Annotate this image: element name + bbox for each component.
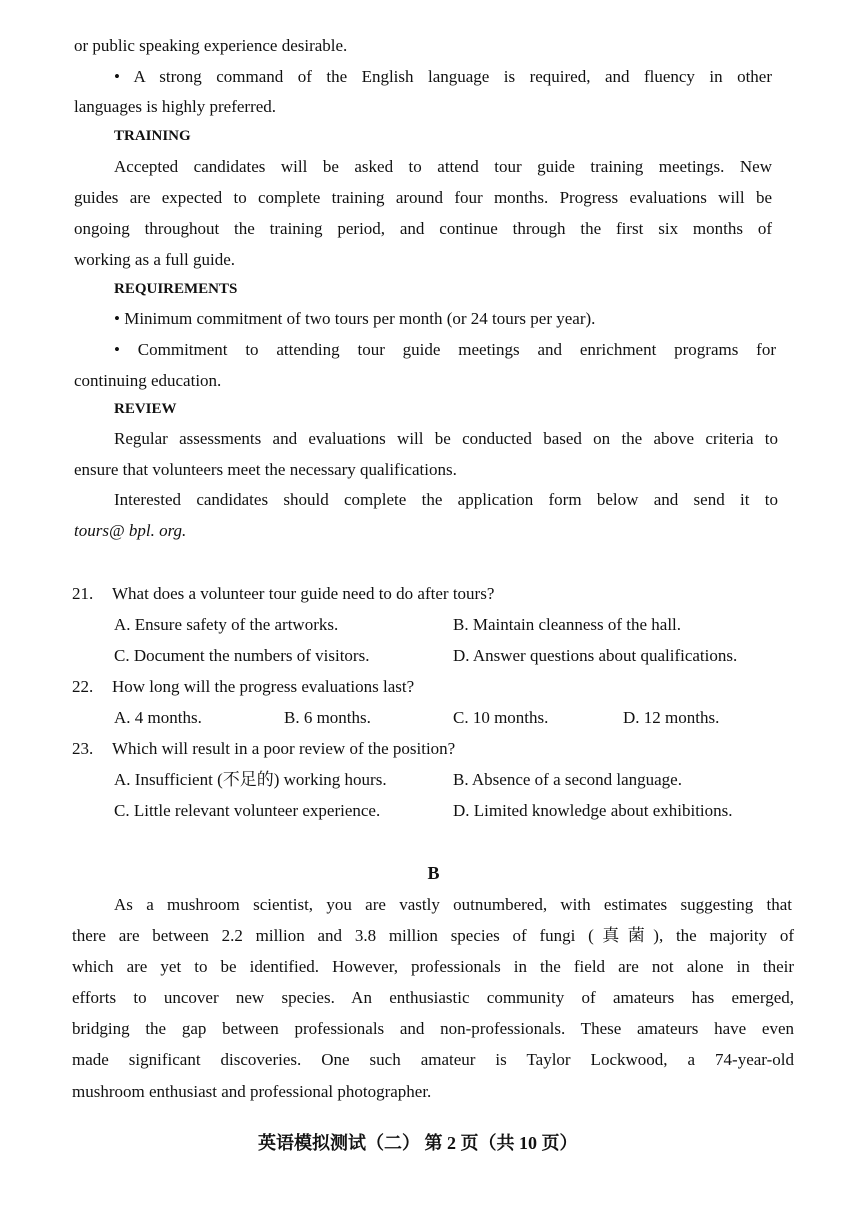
- requirements-heading: REQUIREMENTS: [114, 281, 238, 297]
- passage-b-line: bridging the gap between professionals and non-professionals. These amateurs have even: [72, 1019, 794, 1038]
- option-c: C. Little relevant volunteer experience.: [114, 801, 381, 820]
- option-a: A. Insufficient (不足的) working hours.: [114, 770, 387, 789]
- training-paragraph-line: ongoing throughout the training period, and continue through the first six months of: [74, 219, 772, 238]
- training-heading: TRAINING: [114, 128, 191, 144]
- training-paragraph-line: guides are expected to complete training around four months. Progress evaluations will be: [74, 188, 772, 207]
- training-paragraph-line: Accepted candidates will be asked to attend tour guide training meetings. New: [114, 157, 772, 176]
- section-b-title: B: [427, 863, 440, 883]
- option-c: C. Document the numbers of visitors.: [114, 646, 370, 665]
- review-heading: REVIEW: [114, 401, 177, 417]
- question-number: 22.: [72, 677, 94, 696]
- training-paragraph-line: working as a full guide.: [74, 250, 235, 269]
- review-paragraph-line: Regular assessments and evaluations will be conducted based on the above criteria to: [114, 429, 778, 448]
- application-email: tours@ bpl. org.: [74, 521, 187, 540]
- option-d: D. 12 months.: [623, 708, 720, 727]
- apply-instruction: Interested candidates should complete the application form below and send it to: [114, 490, 778, 509]
- question-text: How long will the progress evaluations last?: [112, 677, 415, 696]
- requirement-bullet: • Commitment to attending tour guide meetings and enrichment programs for: [114, 340, 776, 359]
- passage-b-line: efforts to uncover new species. An enthusiastic community of amateurs has emerged,: [72, 988, 794, 1007]
- option-b: B. Absence of a second language.: [453, 770, 682, 789]
- option-b: B. 6 months.: [284, 708, 371, 727]
- option-c: C. 10 months.: [453, 708, 549, 727]
- question-number: 23.: [72, 739, 94, 758]
- passage-b-line: which are yet to be identified. However, professionals in the field are not alone in their: [72, 957, 794, 976]
- question-text: Which will result in a poor review of the position?: [112, 739, 456, 758]
- option-d: D. Limited knowledge about exhibitions.: [453, 801, 733, 820]
- bullet-english-command-cont: languages is highly preferred.: [74, 97, 277, 116]
- requirement-bullet-cont: continuing education.: [74, 371, 222, 390]
- requirement-bullet: • Minimum commitment of two tours per month (or 24 tours per year).: [114, 309, 596, 328]
- passage-b-line: made significant discoveries. One such amateur is Taylor Lockwood, a 74-year-old: [72, 1050, 794, 1069]
- intro-line: or public speaking experience desirable.: [74, 36, 348, 55]
- page-footer: 英语模拟测试（二） 第 2 页（共 10 页）: [258, 1133, 578, 1153]
- passage-b-line: there are between 2.2 million and 3.8 million species of fungi (真菌), the majority of: [72, 926, 794, 945]
- question-number: 21.: [72, 584, 94, 603]
- passage-b-line: mushroom enthusiast and professional photographer.: [72, 1082, 432, 1101]
- option-a: A. Ensure safety of the artworks.: [114, 615, 339, 634]
- question-text: What does a volunteer tour guide need to do after tours?: [112, 584, 495, 603]
- option-d: D. Answer questions about qualifications.: [453, 646, 738, 665]
- option-a: A. 4 months.: [114, 708, 202, 727]
- review-paragraph-line: ensure that volunteers meet the necessary qualifications.: [74, 460, 457, 479]
- option-b: B. Maintain cleanness of the hall.: [453, 615, 682, 634]
- passage-b-line: As a mushroom scientist, you are vastly outnumbered, with estimates suggesting that: [114, 895, 792, 914]
- bullet-english-command: • A strong command of the English language is required, and fluency in other: [114, 67, 772, 86]
